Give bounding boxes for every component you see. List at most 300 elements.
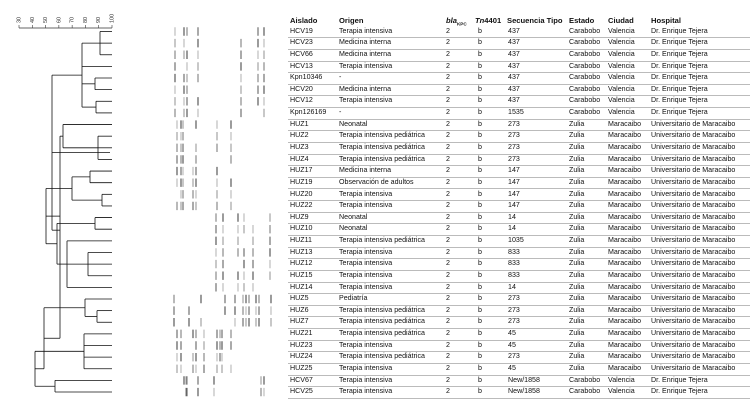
ciudad-cell: Maracaibo (608, 282, 642, 291)
tn4401-cell: b (478, 108, 482, 117)
tn4401-cell: b (478, 166, 482, 175)
secuencia-tipo-cell: 437 (508, 49, 520, 58)
bla-cell: 2 (446, 143, 450, 151)
secuencia-tipo-cell: 437 (508, 26, 520, 35)
aislado-cell: HUZ7 (290, 317, 309, 326)
tn4401-cell: b (478, 236, 482, 245)
estado-cell: Zulia (569, 177, 585, 186)
hospital-cell: Dr. Enrique Tejera (651, 38, 708, 47)
table-row (0, 270, 750, 282)
bla-cell: 2 (446, 282, 450, 291)
scale-tick-label: 80 (82, 16, 89, 23)
origen-cell: Terapia intensiva pediátrica (339, 305, 425, 314)
aislado-cell: HUZ10 (290, 224, 313, 233)
ciudad-cell: Maracaibo (608, 363, 642, 372)
estado-cell: Carabobo (569, 375, 601, 384)
aislado-cell: HUZ20 (290, 189, 313, 198)
table-row (0, 340, 750, 352)
table-row (0, 212, 750, 224)
aislado-cell: Kpn10346 (290, 73, 323, 82)
secuencia-tipo-cell: New/1858 (508, 387, 540, 396)
estado-cell: Carabobo (569, 73, 601, 82)
bla-cell: 2 (446, 294, 450, 303)
origen-cell: Terapia intensiva (339, 26, 393, 35)
secuencia-tipo-cell: 1035 (508, 236, 524, 245)
tn4401-cell: b (478, 282, 482, 291)
estado-cell: Carabobo (569, 61, 601, 70)
origen-cell: Terapia intensiva (339, 282, 393, 291)
aislado-cell: HUZ14 (290, 282, 313, 291)
scale-tick-label: 50 (43, 16, 50, 23)
origen-cell: Terapia intensiva (339, 61, 393, 70)
secuencia-tipo-cell: 273 (508, 305, 520, 314)
origen-cell: Terapia intensiva (339, 375, 393, 384)
secuencia-tipo-cell: 14 (508, 282, 516, 291)
tn4401-cell: b (478, 340, 482, 349)
aislado-cell: HUZ5 (290, 294, 309, 303)
bla-cell: 2 (446, 224, 450, 233)
tn4401-cell: b (478, 61, 482, 70)
origen-cell: Terapia intensiva pediátrica (339, 317, 425, 326)
bla-cell: 2 (446, 154, 450, 163)
ciudad-cell: Maracaibo (608, 352, 642, 361)
origen-cell: Terapia intensiva pediátrica (339, 143, 425, 151)
ciudad-cell: Maracaibo (608, 236, 642, 245)
estado-cell: Carabobo (569, 49, 601, 58)
origen-cell: Terapia intensiva (339, 270, 393, 279)
aislado-cell: HUZ9 (290, 212, 309, 221)
origen-cell: Terapia intensiva (339, 363, 393, 372)
aislado-cell: HUZ13 (290, 247, 313, 256)
header-estado: Estado (569, 16, 595, 25)
tn4401-cell: b (478, 131, 482, 140)
table-row (0, 61, 750, 73)
estado-cell: Zulia (569, 259, 585, 268)
hospital-cell: Universitario de Maracaibo (651, 305, 736, 314)
hospital-cell: Universitario de Maracaibo (651, 259, 736, 268)
ciudad-cell: Maracaibo (608, 259, 642, 268)
origen-cell: Medicina interna (339, 166, 392, 175)
estado-cell: Zulia (569, 352, 585, 361)
origen-cell: Medicina interna (339, 49, 392, 58)
origen-cell: Terapia intensiva pediátrica (339, 236, 425, 245)
hospital-cell: Dr. Enrique Tejera (651, 84, 708, 93)
secuencia-tipo-cell: 273 (508, 154, 520, 163)
ciudad-cell: Maracaibo (608, 294, 642, 303)
ciudad-cell: Maracaibo (608, 317, 642, 326)
origen-cell: Terapia intensiva (339, 247, 393, 256)
estado-cell: Zulia (569, 236, 585, 245)
estado-cell: Zulia (569, 340, 585, 349)
secuencia-tipo-cell: 273 (508, 119, 520, 128)
ciudad-cell: Valencia (608, 96, 635, 105)
bla-cell: 2 (446, 119, 450, 128)
origen-cell: Neonatal (339, 212, 368, 221)
estado-cell: Zulia (569, 119, 585, 128)
table-row (0, 177, 750, 189)
secuencia-tipo-cell: 833 (508, 259, 520, 268)
ciudad-cell: Maracaibo (608, 119, 642, 128)
hospital-cell: Universitario de Maracaibo (651, 131, 736, 140)
hospital-cell: Dr. Enrique Tejera (651, 26, 708, 35)
secuencia-tipo-cell: 437 (508, 38, 520, 47)
header-hospital: Hospital (651, 16, 681, 25)
table-row (0, 235, 750, 247)
hospital-cell: Universitario de Maracaibo (651, 143, 736, 151)
header-secuencia-tipo: Secuencia Tipo (507, 16, 563, 25)
hospital-cell: Universitario de Maracaibo (651, 177, 736, 186)
scale-tick-label: 100 (109, 13, 116, 23)
hospital-cell: Universitario de Maracaibo (651, 247, 736, 256)
estado-cell: Zulia (569, 201, 585, 210)
origen-cell: Neonatal (339, 224, 368, 233)
ciudad-cell: Maracaibo (608, 340, 642, 349)
secuencia-tipo-cell: 45 (508, 363, 516, 372)
aislado-cell: HCV66 (290, 49, 313, 58)
tn4401-cell: b (478, 363, 482, 372)
hospital-cell: Universitario de Maracaibo (651, 270, 736, 279)
table-row (0, 247, 750, 259)
aislado-cell: HCV23 (290, 38, 313, 47)
hospital-cell: Universitario de Maracaibo (651, 201, 736, 210)
aislado-cell: HUZ11 (290, 236, 312, 245)
hospital-cell: Universitario de Maracaibo (651, 189, 736, 198)
table-row (0, 26, 750, 38)
ciudad-cell: Valencia (608, 49, 635, 58)
table-row (0, 165, 750, 177)
estado-cell: Zulia (569, 294, 585, 303)
bla-cell: 2 (446, 317, 450, 326)
estado-cell: Zulia (569, 247, 585, 256)
origen-cell: Terapia intensiva (339, 340, 393, 349)
aislado-cell: HUZ2 (290, 131, 309, 140)
hospital-cell: Dr. Enrique Tejera (651, 49, 708, 58)
origen-cell: - (339, 108, 342, 117)
hospital-cell: Dr. Enrique Tejera (651, 96, 708, 105)
bla-cell: 2 (446, 270, 450, 279)
hospital-cell: Universitario de Maracaibo (651, 282, 736, 291)
aislado-cell: HUZ25 (290, 363, 313, 372)
secuencia-tipo-cell: 1535 (508, 108, 524, 117)
tn4401-cell: b (478, 212, 482, 221)
tn4401-cell: b (478, 305, 482, 314)
ciudad-cell: Valencia (608, 38, 635, 47)
bla-cell: 2 (446, 212, 450, 221)
secuencia-tipo-cell: 273 (508, 294, 520, 303)
table-row (0, 316, 750, 328)
aislado-cell: HCV12 (290, 96, 313, 105)
scale-tick-label: 60 (56, 16, 63, 23)
bla-cell: 2 (446, 352, 450, 361)
secuencia-tipo-cell: 147 (508, 166, 520, 175)
secuencia-tipo-cell: 437 (508, 73, 520, 82)
ciudad-cell: Maracaibo (608, 201, 642, 210)
bla-cell: 2 (446, 329, 450, 338)
bla-cell: 2 (446, 340, 450, 349)
table-row (0, 189, 750, 201)
hospital-cell: Universitario de Maracaibo (651, 317, 736, 326)
bla-cell: 2 (446, 236, 450, 245)
ciudad-cell: Valencia (608, 108, 635, 117)
hospital-cell: Dr. Enrique Tejera (651, 375, 708, 384)
secuencia-tipo-cell: 437 (508, 61, 520, 70)
tn4401-cell: b (478, 317, 482, 326)
table-row (0, 386, 750, 398)
aislado-cell: HCV25 (290, 387, 313, 396)
aislado-cell: HUZ15 (290, 270, 313, 279)
bla-cell: 2 (446, 96, 450, 105)
secuencia-tipo-cell: 45 (508, 329, 516, 338)
scale-tick-label: 40 (29, 16, 36, 23)
estado-cell: Zulia (569, 317, 585, 326)
table-row (0, 305, 750, 317)
tn4401-cell: b (478, 143, 482, 151)
estado-cell: Zulia (569, 224, 585, 233)
hospital-cell: Universitario de Maracaibo (651, 212, 736, 221)
tn4401-cell: b (478, 154, 482, 163)
tn4401-cell: b (478, 189, 482, 198)
header-bla-kpc: bla$_{KPC}$ (446, 16, 467, 27)
table-row (0, 258, 750, 270)
ciudad-cell: Valencia (608, 61, 635, 70)
tn4401-cell: b (478, 294, 482, 303)
aislado-cell: HUZ12 (290, 259, 313, 268)
ciudad-cell: Maracaibo (608, 143, 642, 151)
secuencia-tipo-cell: 273 (508, 143, 520, 151)
secuencia-tipo-cell: 147 (508, 201, 520, 210)
tn4401-cell: b (478, 352, 482, 361)
secuencia-tipo-cell: 273 (508, 317, 520, 326)
ciudad-cell: Valencia (608, 73, 635, 82)
hospital-cell: Dr. Enrique Tejera (651, 387, 708, 396)
hospital-cell: Universitario de Maracaibo (651, 294, 736, 303)
table-row (0, 351, 750, 363)
tn4401-cell: b (478, 119, 482, 128)
estado-cell: Carabobo (569, 26, 601, 35)
aislado-cell: HUZ21 (290, 329, 313, 338)
secuencia-tipo-cell: 273 (508, 131, 520, 140)
ciudad-cell: Valencia (608, 375, 635, 384)
ciudad-cell: Maracaibo (608, 154, 642, 163)
bla-cell: 2 (446, 108, 450, 117)
origen-cell: Medicina interna (339, 84, 392, 93)
secuencia-tipo-cell: 14 (508, 212, 516, 221)
estado-cell: Carabobo (569, 38, 601, 47)
table-row (0, 130, 750, 142)
origen-cell: Neonatal (339, 119, 368, 128)
table-row (0, 95, 750, 107)
bla-cell: 2 (446, 131, 450, 140)
tn4401-cell: b (478, 224, 482, 233)
header-ciudad: Ciudad (608, 16, 634, 25)
aislado-cell: HCV19 (290, 26, 313, 35)
origen-cell: Observación de adultos (339, 177, 414, 186)
aislado-cell: HCV67 (290, 375, 313, 384)
ciudad-cell: Maracaibo (608, 329, 642, 338)
tn4401-cell: b (478, 49, 482, 58)
bla-cell: 2 (446, 73, 450, 82)
origen-cell: Terapia intensiva (339, 201, 393, 210)
origen-cell: Terapia intensiva (339, 189, 393, 198)
tn4401-cell: b (478, 329, 482, 338)
secuencia-tipo-cell: 437 (508, 96, 520, 105)
tn4401-cell: b (478, 387, 482, 396)
aislado-cell: HCV13 (290, 61, 313, 70)
header-origen: Origen (339, 16, 364, 25)
estado-cell: Zulia (569, 212, 585, 221)
tn4401-cell: b (478, 177, 482, 186)
ciudad-cell: Valencia (608, 26, 635, 35)
origen-cell: Terapia intensiva (339, 387, 393, 396)
bla-cell: 2 (446, 259, 450, 268)
table-row (0, 282, 750, 294)
bla-cell: 2 (446, 363, 450, 372)
hospital-cell: Dr. Enrique Tejera (651, 61, 708, 70)
hospital-cell: Dr. Enrique Tejera (651, 73, 708, 82)
aislado-cell: HUZ24 (290, 352, 313, 361)
secuencia-tipo-cell: 14 (508, 224, 516, 233)
estado-cell: Zulia (569, 282, 585, 291)
origen-cell: Terapia intensiva pediátrica (339, 131, 425, 140)
hospital-cell: Universitario de Maracaibo (651, 340, 736, 349)
secuencia-tipo-cell: 273 (508, 352, 520, 361)
estado-cell: Zulia (569, 305, 585, 314)
table-row (0, 200, 750, 212)
aislado-cell: HUZ17 (290, 166, 313, 175)
secuencia-tipo-cell: New/1858 (508, 375, 540, 384)
table-row (0, 328, 750, 340)
estado-cell: Zulia (569, 166, 585, 175)
aislado-cell: HUZ19 (290, 177, 313, 186)
estado-cell: Zulia (569, 131, 585, 140)
bla-cell: 2 (446, 177, 450, 186)
ciudad-cell: Maracaibo (608, 189, 642, 198)
origen-cell: Terapia intensiva pediátrica (339, 352, 425, 361)
tn4401-cell: b (478, 96, 482, 105)
hospital-cell: Universitario de Maracaibo (651, 329, 736, 338)
table-row (0, 293, 750, 305)
bla-cell: 2 (446, 305, 450, 314)
estado-cell: Carabobo (569, 108, 601, 117)
ciudad-cell: Maracaibo (608, 224, 642, 233)
ciudad-cell: Maracaibo (608, 166, 642, 175)
ciudad-cell: Valencia (608, 84, 635, 93)
tn4401-cell: b (478, 38, 482, 47)
tn4401-cell: b (478, 26, 482, 35)
bla-cell: 2 (446, 84, 450, 93)
header-tn4401: Tn4401 (475, 16, 502, 25)
table-row (0, 154, 750, 166)
origen-cell: - (339, 73, 342, 82)
origen-cell: Pediatría (339, 294, 368, 303)
origen-cell: Terapia intensiva pediátrica (339, 329, 425, 338)
estado-cell: Carabobo (569, 387, 601, 396)
bla-cell: 2 (446, 61, 450, 70)
origen-cell: Terapia intensiva (339, 259, 393, 268)
estado-cell: Zulia (569, 363, 585, 372)
hospital-cell: Universitario de Maracaibo (651, 166, 736, 175)
hospital-cell: Universitario de Maracaibo (651, 352, 736, 361)
hospital-cell: Dr. Enrique Tejera (651, 108, 708, 117)
tn4401-cell: b (478, 84, 482, 93)
table-row (0, 119, 750, 131)
bla-cell: 2 (446, 26, 450, 35)
bla-cell: 2 (446, 247, 450, 256)
row-separator (288, 398, 750, 399)
tn4401-cell: b (478, 375, 482, 384)
hospital-cell: Universitario de Maracaibo (651, 236, 736, 245)
ciudad-cell: Maracaibo (608, 212, 642, 221)
origen-cell: Medicina interna (339, 38, 392, 47)
aislado-cell: HUZ1 (290, 119, 309, 128)
table-row (0, 223, 750, 235)
ciudad-cell: Maracaibo (608, 270, 642, 279)
table-row (0, 49, 750, 61)
bla-cell: 2 (446, 387, 450, 396)
ciudad-cell: Valencia (608, 387, 635, 396)
aislado-cell: HUZ23 (290, 340, 313, 349)
estado-cell: Zulia (569, 154, 585, 163)
bla-cell: 2 (446, 166, 450, 175)
tn4401-cell: b (478, 201, 482, 210)
ciudad-cell: Maracaibo (608, 247, 642, 256)
estado-cell: Carabobo (569, 84, 601, 93)
tn4401-cell: b (478, 259, 482, 268)
table-row (0, 37, 750, 49)
aislado-cell: HUZ22 (290, 201, 313, 210)
table-row (0, 142, 750, 154)
hospital-cell: Universitario de Maracaibo (651, 363, 736, 372)
scale-tick-label: 70 (69, 16, 76, 23)
estado-cell: Zulia (569, 143, 585, 151)
aislado-cell: Kpn126169 (290, 108, 327, 117)
secuencia-tipo-cell: 833 (508, 270, 520, 279)
bla-cell: 2 (446, 38, 450, 47)
aislado-cell: HUZ4 (290, 154, 309, 163)
table-row (0, 107, 750, 119)
scale-tick-label: 90 (96, 16, 103, 23)
table-row (0, 363, 750, 375)
hospital-cell: Universitario de Maracaibo (651, 119, 736, 128)
estado-cell: Zulia (569, 270, 585, 279)
estado-cell: Zulia (569, 189, 585, 198)
ciudad-cell: Maracaibo (608, 305, 642, 314)
secuencia-tipo-cell: 833 (508, 247, 520, 256)
aislado-cell: HCV20 (290, 84, 313, 93)
table-row (0, 72, 750, 84)
hospital-cell: Universitario de Maracaibo (651, 224, 736, 233)
bla-cell: 2 (446, 375, 450, 384)
estado-cell: Carabobo (569, 96, 601, 105)
bla-cell: 2 (446, 49, 450, 58)
origen-cell: Terapia intensiva pediátrica (339, 154, 425, 163)
aislado-cell: HUZ3 (290, 143, 309, 151)
secuencia-tipo-cell: 147 (508, 189, 520, 198)
header-aislado: Aislado (290, 16, 318, 25)
hospital-cell: Universitario de Maracaibo (651, 154, 736, 163)
table-row (0, 375, 750, 387)
scale-tick-label: 30 (16, 16, 23, 23)
ciudad-cell: Maracaibo (608, 131, 642, 140)
tn4401-cell: b (478, 73, 482, 82)
secuencia-tipo-cell: 437 (508, 84, 520, 93)
origen-cell: Terapia intensiva (339, 96, 393, 105)
secuencia-tipo-cell: 147 (508, 177, 520, 186)
secuencia-tipo-cell: 45 (508, 340, 516, 349)
aislado-cell: HUZ6 (290, 305, 309, 314)
tn4401-cell: b (478, 247, 482, 256)
bla-cell: 2 (446, 201, 450, 210)
